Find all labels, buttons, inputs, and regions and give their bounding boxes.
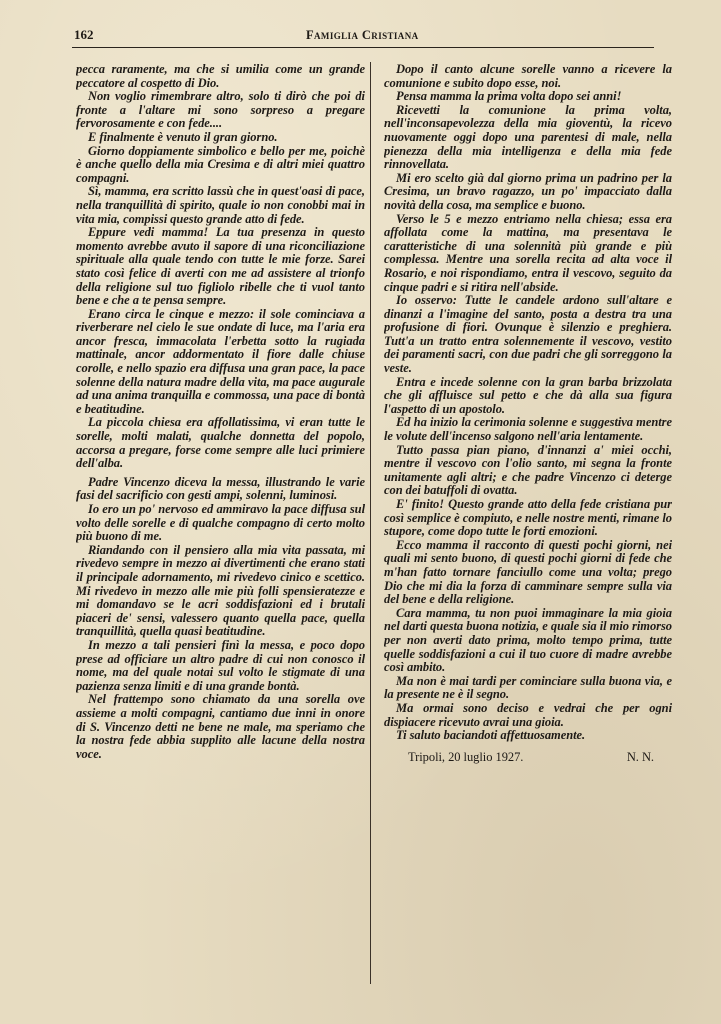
signature-line <box>384 751 672 765</box>
paragraph: Io ero un po' nervoso ed ammiravo la pace diffusa sul volto delle sorelle e di qualche compagno di certo molto più buono di me. <box>76 502 365 544</box>
paragraph: Tutto passa pian piano, d'innanzi a' miei occhi, mentre il vescovo con l'olio santo, mi segna la fronte unitamente agli altri; e che padre Vincenzo ci deterge con dei batuffoli di ovatta. <box>384 442 672 498</box>
paragraph: Pensa mamma la prima volta dopo sei anni! <box>396 89 622 104</box>
paragraph: Ma non è mai tardi per cominciare sulla buona via, e la presente ne è il segno. <box>384 673 672 702</box>
author-initials: N. N. <box>626 749 654 764</box>
paragraph: Cara mamma, tu non puoi immaginare la mia gioia nel darti questa buona notizia, e quale sia il mio rimorso per non averti dato prima, molto tempo prima, tutte quelle soddisfazioni a cui il tuo cuore di madre avrebbe così ambito. <box>384 605 672 675</box>
paragraph: Ti saluto baciandoti affettuosamente. <box>396 728 586 743</box>
running-head-title: Famiglia Cristiana <box>306 28 419 42</box>
paragraph: Non voglio rimembrare altro, solo ti dirò che poi di fronte a l'altare mi sono sorpreso a pregare fervorosamente e con fede.... <box>76 89 365 131</box>
paragraph: Dopo il canto alcune sorelle vanno a ricevere la comunione e subito dopo esse, noi. <box>384 63 672 90</box>
left-column <box>76 63 365 993</box>
paragraph: Ecco mamma il racconto di questi pochi giorni, nei quali mi sento buono, di questi pochi giorni di fede che m'han fatto tornare fanciullo come una volta; prego Dio che mi dia la forza di camminare sempre sulla via del bene e della religione. <box>384 537 672 607</box>
page-number: 162 <box>74 27 94 42</box>
paragraph: Erano circa le cinque e mezzo: il sole cominciava a riverberare nel cielo le sue ondate di luce, ma l'aria era ancor fresca, immacolata l'erbetta sotto la rugiada mattinale, ancor addormentato il fiore dalle chiuse corolle, e nello spazio era diffusa una gran pace, la pace solenne della natura madre della vita, ma pace augurale ad una anima tranquilla e commossa, una pace di bontà e beatitudine. <box>76 306 365 416</box>
paragraph: pecca raramente, ma che si umilia come un grande peccatore al cospetto di Dio. <box>76 63 365 90</box>
paragraph: Riandando con il pensiero alla mia vita passata, mi rivedevo sempre in mezzo ai divertimenti che erano stati il principale adornamento, mi rivedevo cinico e scettico. Mi rivedevo in mezzo alle mie più folli spensieratezze e mi domandavo se le acri soddisfazioni ed i brutali piaceri de' sensi, valessero quanto quella pace, quella tranquillità, quella quasi beatitudine. <box>76 542 365 639</box>
paragraph: Ma ormai sono deciso e vedrai che per ogni dispiacere ricevuto avrai una gioia. <box>384 700 672 729</box>
paragraph: Mi ero scelto già dal giorno prima un padrino per la Cresima, un bravo ragazzo, un po' impacciato dalla novità della cosa, ma semplice e buono. <box>384 170 672 212</box>
paragraph: Giorno doppiamente simbolico e bello per me, poichè è anche quello della mia Cresima e di altri miei quattro compagni. <box>76 143 365 185</box>
paragraph: Nel frattempo sono chiamato da una sorella ove assieme a molti compagni, cantiamo due inni in onore di S. Vincenzo detti ne bene ne male, ma speriamo che la nostra fede abbia supplito alle lacune della nostra voce. <box>76 692 365 761</box>
paragraph: Sì, mamma, era scritto lassù che in quest'oasi di pace, nella tranquillità di spirito, quale io non conobbi mai in vita mia, compissi questo grande atto di fede. <box>76 184 365 226</box>
place-date: Tripoli, 20 luglio 1927. <box>408 749 524 764</box>
paragraph: Verso le 5 e mezzo entriamo nella chiesa; essa era affollata come la mattina, ma presentava le caratteristiche di una solennità più grande e più complessa. Mentre una sorella recita ad alta voce il Rosario, e noi rispondiamo, entra il vescovo, seguito da cinque padri e si ritira nell'abside. <box>384 211 672 294</box>
column-divider <box>370 62 371 984</box>
paragraph: Ed ha inizio la cerimonia solenne e suggestiva mentre le volute dell'incenso salgono nell'aria lentamente. <box>384 415 672 444</box>
paragraph: Padre Vincenzo diceva la messa, illustrando le varie fasi del sacrificio con gesti ampi, solenni, luminosi. <box>76 474 365 503</box>
right-column <box>384 63 672 993</box>
paragraph: Ricevetti la comunione la prima volta, nell'inconsapevolezza della mia gioventù, la ricevo nuovamente oggi dopo una parentesi di male, nella pienezza della mia intelligenza e della mia fede rinnovellata. <box>384 102 672 172</box>
paragraph: E finalmente è venuto il gran giorno. <box>88 129 278 144</box>
paragraph: Io osservo: Tutte le candele ardono sull'altare e dinanzi a l'imagine del santo, posta a destra tra una profusione di fiori. Ovunque è silenzio e preghiera. Tutt'a un tratto entra solennemente il vescovo, vestito dei paramenti sacri, con due padri che gli sorreggono la veste. <box>384 293 672 376</box>
paragraph: In mezzo a tali pensieri finì la messa, e poco dopo prese ad officiare un altro padre di cui non conosco il nome, ma del quale notai sul volto le stigmate di una pazienza senza limiti e di una grande bontà. <box>76 637 365 693</box>
paragraph: Entra e incede solenne con la gran barba brizzolata che gli affluisce sul petto e che dà alla sua figura l'aspetto di un apostolo. <box>384 374 672 416</box>
paragraph: Eppure vedi mamma! La tua presenza in questo momento avrebbe avuto il sapore di una riconciliazione spirituale alla quale tendo con tutte le mie forze. Sarei stato così felice di averti con me ad assistere al trionfo della religione sul tuo figliolo ribelle che ti vuol tanto bene e che a te pensa sempre. <box>76 225 365 308</box>
paragraph: La piccola chiesa era affollatissima, vi eran tutte le sorelle, molti malati, qualche donnetta del popolo, accorsa a pregare, forse come sempre alle luci primiere dell'alba. <box>76 415 365 471</box>
header-rule <box>72 47 654 48</box>
paragraph: E' finito! Questo grande atto della fede cristiana pur così semplice è compiuto, e nelle nostre menti, rimane lo stupore, come dopo tutte le forti emozioni. <box>384 497 672 539</box>
